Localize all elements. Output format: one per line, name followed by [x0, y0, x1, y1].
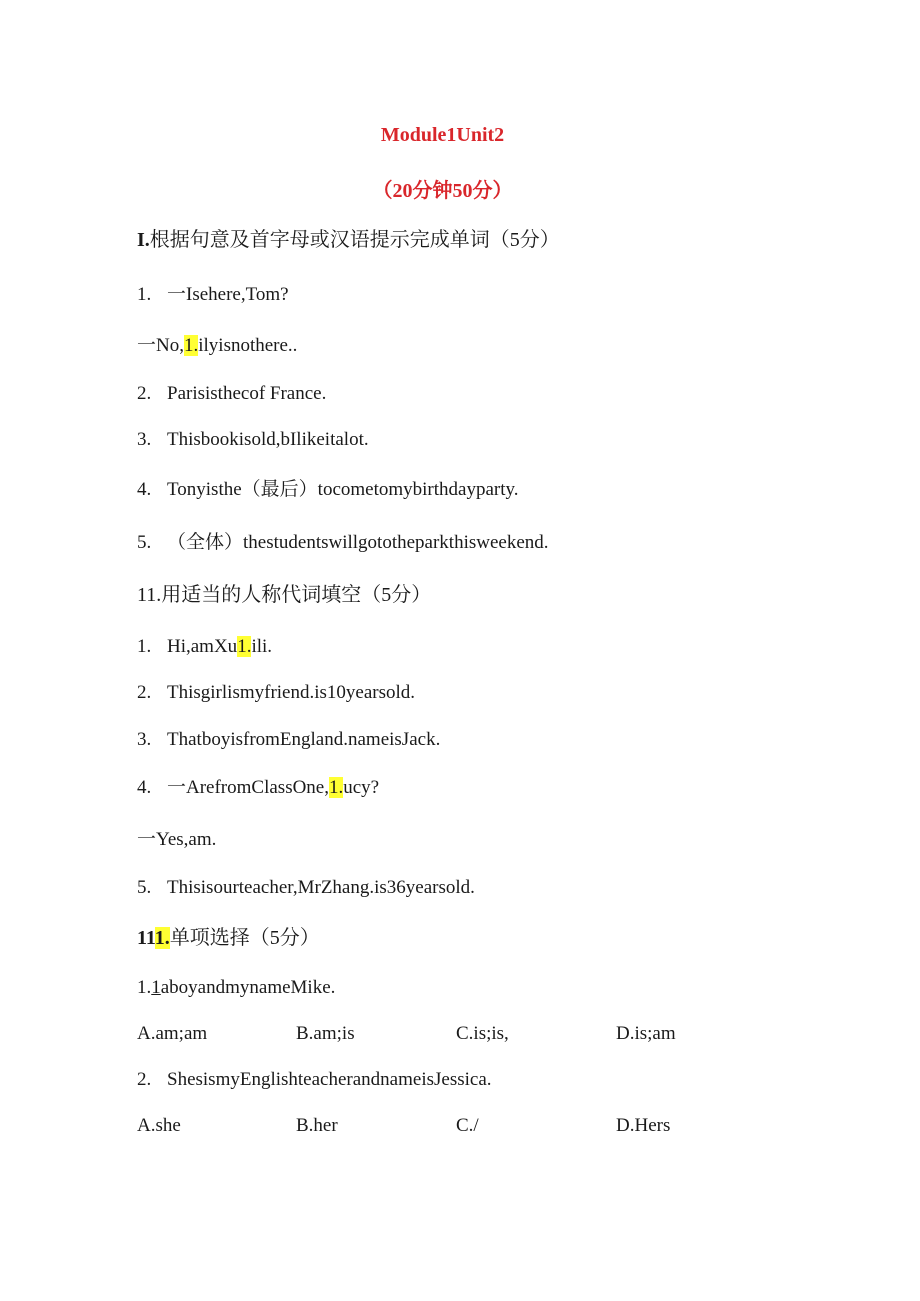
s3-q2-option-c[interactable]: C./ — [456, 1115, 479, 1136]
question-text: aboyandmynameMike. — [160, 977, 336, 998]
section-3-title: 单项选择（5分） — [169, 927, 320, 949]
s3-question-2 — [137, 1068, 492, 1092]
question-number: 5. — [137, 877, 152, 898]
question-text: ThatboyisfromEngland.nameisJack. — [167, 729, 441, 750]
s3-q1-option-b[interactable]: B.am;is — [296, 1023, 355, 1044]
page-title: Module1Unit2 — [380, 124, 505, 146]
question-text: 一ArefromClassOne, — [167, 777, 329, 798]
s3-q2-option-d[interactable]: D.Hers — [616, 1115, 671, 1136]
question-number: 1. — [137, 284, 152, 305]
question-text: Thisgirlismyfriend.is10yearsold. — [167, 682, 416, 703]
question-number: 4. — [137, 479, 152, 500]
s3-q1-option-d[interactable]: D.is;am — [616, 1023, 676, 1044]
highlight-mark: 1. — [329, 777, 344, 798]
section-1-prefix: I. — [137, 229, 150, 251]
question-text: Tonyisthe（最后）tocometomybirthdayparty. — [167, 479, 519, 500]
highlight-mark: 1. — [155, 927, 170, 949]
question-number: 1. — [137, 636, 152, 657]
s3-q2-option-b[interactable]: B.her — [296, 1115, 338, 1136]
question-number: 4. — [137, 777, 152, 798]
s2-question-2 — [137, 681, 415, 705]
question-number: 3. — [137, 729, 152, 750]
reply-text: 一No, — [137, 335, 184, 356]
highlight-mark: 1. — [183, 335, 199, 356]
section-3-prefix: 11 — [137, 927, 156, 949]
question-text: 一Isehere,Tom? — [167, 284, 289, 305]
highlight-mark: 1. — [237, 636, 252, 657]
s1-question-1-reply — [137, 334, 297, 358]
question-text: Parisisthecof France. — [167, 383, 327, 404]
question-text: Thisbookisold,bIlikeitalot. — [167, 429, 369, 450]
s2-question-5 — [137, 876, 475, 900]
s1-question-1 — [137, 283, 289, 307]
s1-question-4 — [137, 478, 519, 502]
s3-q1-option-c[interactable]: C.is;is, — [456, 1023, 509, 1044]
s2-question-3 — [137, 728, 440, 752]
question-number: 2. — [137, 682, 152, 703]
section-1-title: 根据句意及首字母或汉语提示完成单词（5分） — [149, 229, 560, 251]
s1-question-5 — [137, 531, 549, 555]
question-number: 5. — [137, 532, 152, 553]
question-text: Thisisourteacher,MrZhang.is36yearsold. — [167, 877, 475, 898]
section-2-heading: 11.用适当的人称代词填空（5分） — [137, 584, 432, 606]
question-number: 2. — [137, 1069, 152, 1090]
question-number: 3. — [137, 429, 152, 450]
question-number: 2. — [137, 383, 152, 404]
s1-question-3 — [137, 428, 369, 452]
s3-q1-option-a[interactable]: A.am;am — [137, 1023, 208, 1044]
answer-blank: 1 — [151, 977, 161, 998]
page-subtitle: （20分钟50分） — [372, 180, 513, 202]
question-number: 1. — [137, 977, 152, 998]
question-text: ShesismyEnglishteacherandnameisJessica. — [167, 1069, 492, 1090]
question-text-rest: ucy? — [343, 777, 380, 798]
s2-question-4-reply: 一Yes,am. — [137, 829, 217, 850]
question-text: （全体）thestudentswillgototheparkthisweekend. — [167, 532, 549, 553]
question-text-rest: ili. — [251, 636, 273, 657]
s3-q2-option-a[interactable]: A.she — [137, 1115, 181, 1136]
s2-question-1 — [137, 635, 272, 659]
s2-question-4 — [137, 776, 379, 800]
reply-text-rest: ilyisnothere.. — [198, 335, 298, 356]
s3-question-1 — [137, 976, 335, 1000]
section-3-heading — [137, 926, 320, 950]
section-1-heading — [137, 228, 560, 252]
s1-question-2 — [137, 382, 326, 406]
question-text: Hi,amXu — [167, 636, 238, 657]
